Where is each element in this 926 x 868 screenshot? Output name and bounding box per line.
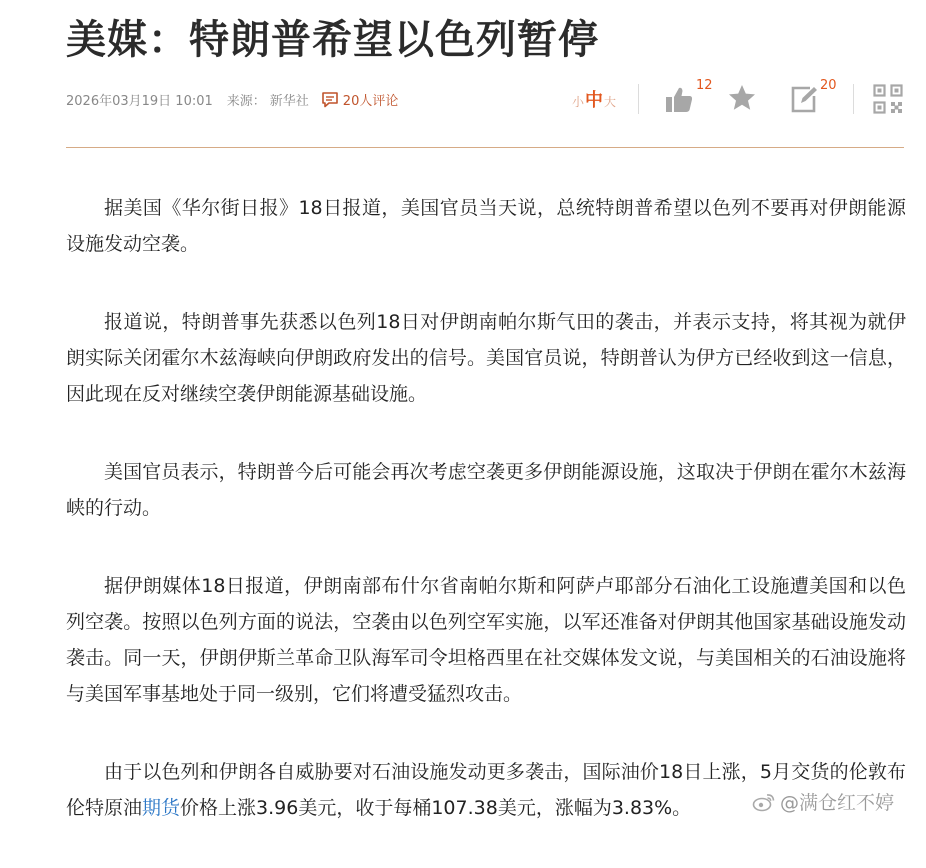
paragraph-text: 由于以色列和伊朗各自威胁要对石油设施发动更多袭击，国际油价18日上涨，5月交货的伦敦布伦特原油 bbox=[66, 761, 906, 819]
article-paragraph: 据伊朗媒体18日报道，伊朗南部布什尔省南帕尔斯和阿萨卢耶部分石油化工设施遭美国和以色列空袭。按照以色列方面的说法，空袭由以色列空军实施，以军还准备对伊朗其他国家基础设施发动袭击。同一天，伊朗伊斯兰革命卫队海军司令坦格西里在社交媒体发文说，与美国相关的石油设施将与美国军事基地处于同一级别，它们将遭受猛烈攻击。 bbox=[66, 575, 906, 705]
watermark-text: @满仓红不婷 bbox=[780, 792, 895, 814]
paragraph-text: 价格上涨3.96美元，收于每桶107.38美元，涨幅为3.83%。 bbox=[180, 797, 692, 819]
comment-icon bbox=[321, 91, 339, 108]
font-medium-button[interactable]: 中 bbox=[585, 90, 604, 111]
article-meta bbox=[66, 90, 398, 109]
font-large-button[interactable]: 大 bbox=[604, 95, 617, 109]
comments-count: 20人评论 bbox=[342, 94, 399, 109]
edit-share-icon bbox=[790, 84, 820, 114]
share-button[interactable] bbox=[790, 84, 820, 114]
qr-code-icon bbox=[873, 84, 903, 114]
star-icon bbox=[727, 83, 757, 113]
article-body bbox=[66, 190, 906, 868]
toolbar-divider bbox=[853, 84, 854, 114]
article-paragraph: 报道说，特朗普事先获悉以色列18日对伊朗南帕尔斯气田的袭击，并表示支持，将其视为就伊朗实际关闭霍尔木兹海峡向伊朗政府发出的信号。美国官员说，特朗普认为伊方已经收到这一信息，因此现在反对继续空袭伊朗能源基础设施。 bbox=[66, 311, 906, 405]
thumbs-up-icon bbox=[664, 84, 694, 114]
favorite-button[interactable] bbox=[727, 83, 757, 113]
article-paragraph: 据美国《华尔街日报》18日报道，美国官员当天说，总统特朗普希望以色列不要再对伊朗能源设施发动空袭。 bbox=[66, 197, 906, 255]
source-label: 来源： bbox=[226, 94, 266, 109]
share-count: 20 bbox=[820, 78, 837, 93]
comments-link[interactable] bbox=[321, 90, 399, 109]
font-size-switcher bbox=[572, 86, 616, 112]
publish-date: 2026年03月19日 10:01 bbox=[66, 94, 213, 109]
header-divider bbox=[66, 147, 904, 148]
page-title: 美媒：特朗普希望以色列暂停 bbox=[66, 17, 599, 63]
weibo-logo-icon bbox=[752, 792, 776, 812]
qr-code-button[interactable] bbox=[873, 84, 903, 114]
font-small-button[interactable]: 小 bbox=[572, 95, 585, 109]
source-name: 新华社 bbox=[269, 94, 309, 109]
futures-link[interactable]: 期货 bbox=[142, 797, 181, 819]
article-paragraph: 美国官员表示，特朗普今后可能会再次考虑空袭更多伊朗能源设施，这取决于伊朗在霍尔木兹海峡的行动。 bbox=[66, 461, 906, 519]
like-count: 12 bbox=[696, 78, 713, 93]
toolbar-divider bbox=[638, 84, 639, 114]
like-button[interactable] bbox=[664, 84, 694, 114]
watermark bbox=[752, 788, 894, 815]
